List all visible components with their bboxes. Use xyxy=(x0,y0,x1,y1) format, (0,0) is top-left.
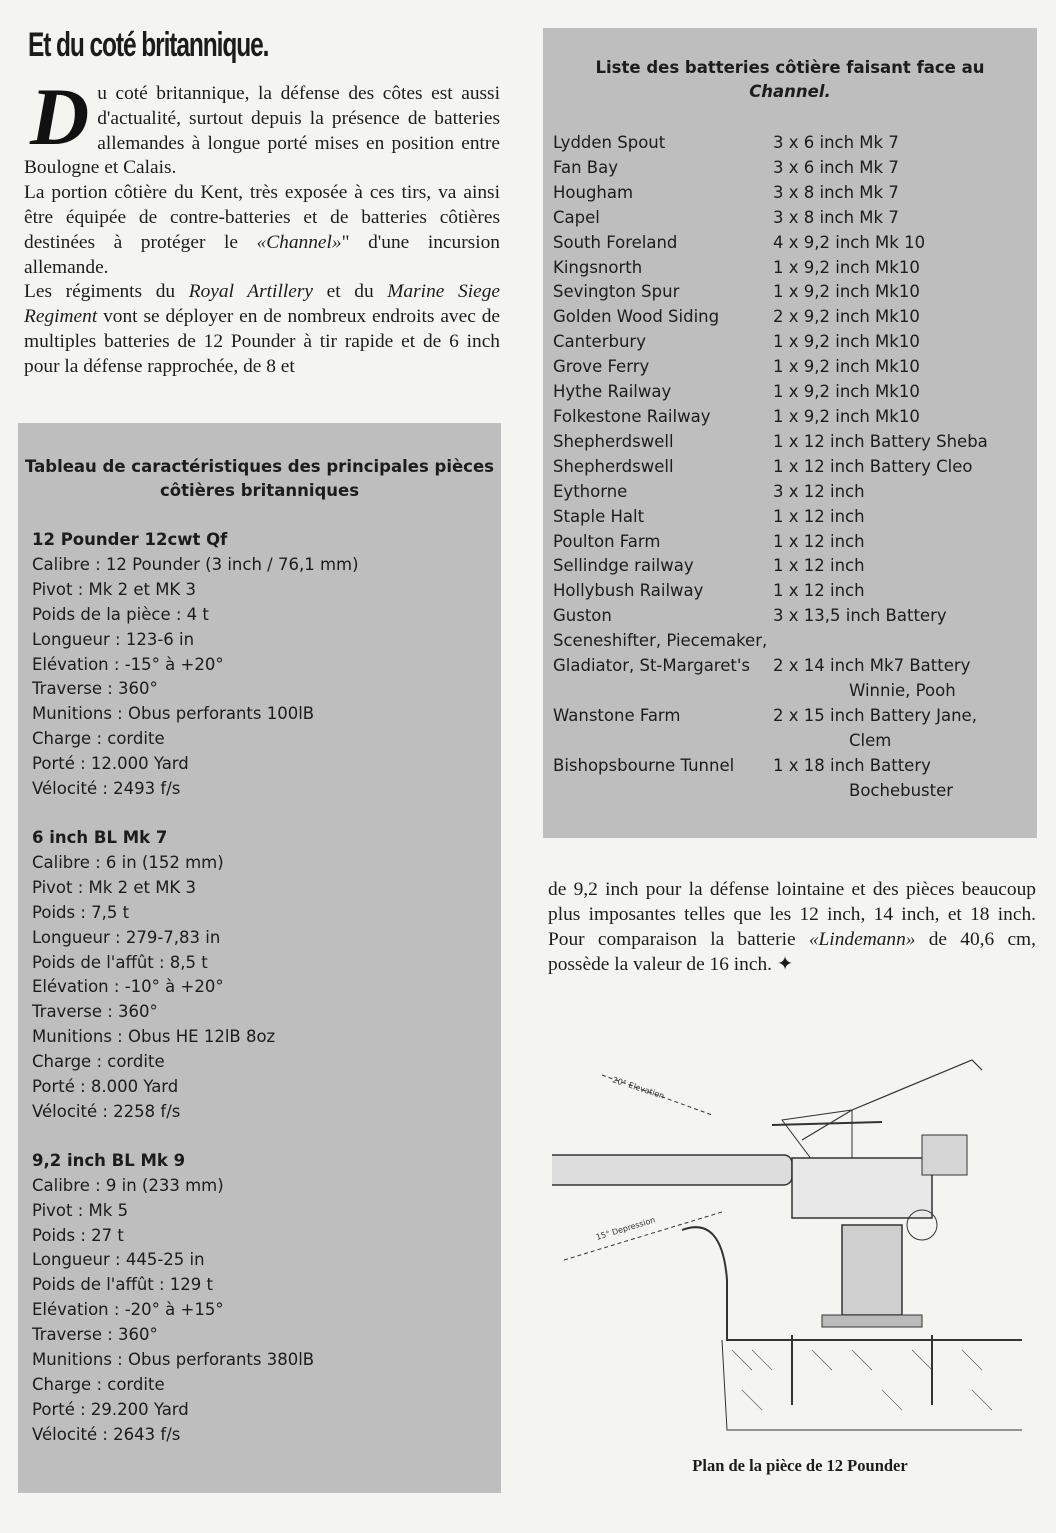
battery-location: Fan Bay xyxy=(553,157,618,177)
specs-box xyxy=(18,423,501,1493)
gun-spec-line: Traverse : 360° xyxy=(32,1002,158,1022)
battery-armament: 1 x 12 inch xyxy=(773,531,865,551)
gun-spec-line: Porté : 8.000 Yard xyxy=(32,1077,179,1097)
battery-location: Sevington Spur xyxy=(553,282,680,302)
pedestal-base xyxy=(822,1315,922,1327)
battery-armament: 3 x 13,5 inch Battery xyxy=(773,606,947,626)
gun-spec-line: Traverse : 360° xyxy=(32,679,158,699)
battery-armament: 2 x 9,2 inch Mk10 xyxy=(773,307,920,327)
gun-spec-line: Poids : 7,5 t xyxy=(32,902,130,922)
battery-location: Staple Halt xyxy=(553,506,645,526)
gun-spec-line: Elévation : -10° à +20° xyxy=(32,977,224,997)
battery-row xyxy=(553,131,1033,156)
gun-spec-line: Vélocité : 2258 f/s xyxy=(32,1101,181,1121)
battery-row xyxy=(553,530,1033,555)
battery-row xyxy=(553,380,1033,405)
gun-spec-line: Calibre : 12 Pounder (3 inch / 76,1 mm) xyxy=(32,554,359,574)
battery-location: Sceneshifter, Piecemaker, Gladiator, St-Margaret's xyxy=(553,631,768,676)
gun-spec-line: Calibre : 6 in (152 mm) xyxy=(32,852,224,872)
loading-tray-arm xyxy=(802,1060,982,1140)
battery-location: Canterbury xyxy=(553,332,646,352)
battery-row xyxy=(553,206,1033,231)
gun-spec-line: Pivot : Mk 2 et MK 3 xyxy=(32,877,196,897)
gun-spec-line: Vélocité : 2643 f/s xyxy=(32,1424,181,1444)
battery-armament: 3 x 6 inch Mk 7 xyxy=(773,157,899,177)
battery-armament: 2 x 14 inch Mk7 Battery Winnie, Pooh xyxy=(773,656,971,700)
gun-spec-line: Munitions : Obus HE 12lB 8oz xyxy=(32,1027,276,1047)
battery-armament: 1 x 18 inch Battery Bochebuster xyxy=(773,755,954,800)
battery-location: Shepherdswell xyxy=(553,431,674,451)
battery-row xyxy=(553,156,1033,181)
intro-text xyxy=(24,71,501,380)
battery-location: Bishopsbourne Tunnel xyxy=(553,755,735,775)
battery-row xyxy=(553,256,1033,281)
gun-specs xyxy=(32,528,492,1472)
battery-armament: 1 x 9,2 inch Mk10 xyxy=(773,406,920,426)
gun-spec-line: Poids de l'affût : 8,5 t xyxy=(32,952,208,972)
battery-row xyxy=(553,231,1033,256)
gun-spec-line: Porté : 12.000 Yard xyxy=(32,754,189,774)
drop-cap: D xyxy=(30,71,90,162)
intro-paragraph-1: Du coté britannique, la défense des côtes est aussi d'actualité, surtout depuis la présence de batteries allemandes à longue porté mises en position entre Boulogne et Calais. xyxy=(24,71,500,179)
intro-paragraph-2: La portion côtière du Kent, très exposée à ces tirs, va ainsi être équipée de contre-batteries et de batteries côtières destinées à protéger le «Channel»" d'une incursion allemande. xyxy=(24,182,501,278)
pedestal xyxy=(842,1225,902,1315)
battery-armament: 1 x 12 inch Battery Cleo xyxy=(773,456,973,476)
battery-location: Guston xyxy=(553,606,612,626)
elevation-label: 20° Elevation xyxy=(611,1075,666,1101)
battery-location: Wanstone Farm xyxy=(553,705,681,725)
specs-box-title: Tableau de caractéristiques des principales pièces côtières britanniques xyxy=(25,457,494,500)
battery-armament: 1 x 12 inch xyxy=(773,581,865,601)
battery-armament: 3 x 8 inch Mk 7 xyxy=(773,207,899,227)
diagram-caption: Plan de la pièce de 12 Pounder xyxy=(692,1456,908,1475)
battery-armament: 4 x 9,2 inch Mk 10 xyxy=(773,232,926,252)
battery-row xyxy=(553,455,1033,480)
gun-spec-line: Elévation : -15° à +20° xyxy=(32,654,224,674)
battery-list-box xyxy=(543,28,1037,838)
battery-location: Hollybush Railway xyxy=(553,581,704,601)
gun-spec-block xyxy=(32,826,492,1125)
battery-list-title: Liste des batteries côtière faisant face au Channel. xyxy=(595,58,985,101)
battery-location: Eythorne xyxy=(553,481,628,501)
battery-armament: 1 x 9,2 inch Mk10 xyxy=(773,382,920,402)
gun-spec-line: Munitions : Obus perforants 100lB xyxy=(32,704,315,724)
battery-armament: 1 x 9,2 inch Mk10 xyxy=(773,357,920,377)
battery-armament: 1 x 9,2 inch Mk10 xyxy=(773,282,920,302)
gun-spec-block xyxy=(32,1149,492,1448)
breech-block xyxy=(922,1135,967,1175)
battery-location: Shepherdswell xyxy=(553,456,674,476)
battery-row xyxy=(553,579,1033,604)
battery-armament: 1 x 9,2 inch Mk10 xyxy=(773,257,920,277)
gun-spec-line: Longueur : 279-7,83 in xyxy=(32,927,221,947)
gun-spec-line: Longueur : 445-25 in xyxy=(32,1250,205,1270)
gun-spec-line: Vélocité : 2493 f/s xyxy=(32,779,181,799)
gun-spec-line: Poids de l'affût : 129 t xyxy=(32,1275,214,1295)
battery-armament: 3 x 6 inch Mk 7 xyxy=(773,133,899,152)
battery-armament: 1 x 9,2 inch Mk10 xyxy=(773,332,920,352)
gun-spec-line: Pivot : Mk 5 xyxy=(32,1200,129,1220)
battery-location: Kingsnorth xyxy=(553,257,643,277)
battery-row xyxy=(553,181,1033,206)
battery-table xyxy=(553,131,1033,803)
battery-row xyxy=(553,280,1033,305)
gun-spec-line: Charge : cordite xyxy=(32,1052,165,1072)
article-title: Et du coté britannique. xyxy=(28,26,269,64)
battery-row xyxy=(553,629,1033,704)
battery-location: Folkestone Railway xyxy=(553,406,711,426)
gun-spec-line: Poids : 27 t xyxy=(32,1225,124,1245)
battery-row xyxy=(553,554,1033,579)
battery-row xyxy=(553,305,1033,330)
gun-spec-line: Charge : cordite xyxy=(32,1375,165,1394)
emplacement-floor xyxy=(722,1340,1022,1430)
battery-location: Lydden Spout xyxy=(553,133,666,152)
gun-spec-line: Longueur : 123-6 in xyxy=(32,629,195,649)
gun-spec-line: Pivot : Mk 2 et MK 3 xyxy=(32,579,196,599)
battery-location: Grove Ferry xyxy=(553,357,650,377)
continuation-text: de 9,2 inch pour la défense lointaine et des pièces beaucoup plus imposantes telles que les 12 inch, 14 inch, et 18 inch. Pour comparaison la batterie «Lindemann» de 40,6 cm, possède la valeur de 16 inch. ✦ xyxy=(548,879,1036,975)
battery-row xyxy=(553,430,1033,455)
gun-name: 12 Pounder 12cwt Qf xyxy=(32,530,228,549)
gun-spec-line: Calibre : 9 in (233 mm) xyxy=(32,1175,224,1195)
battery-row xyxy=(553,704,1033,754)
battery-row xyxy=(553,754,1033,804)
battery-row xyxy=(553,480,1033,505)
battery-armament: 3 x 12 inch xyxy=(773,481,865,501)
battery-location: Capel xyxy=(553,207,600,227)
battery-location: Hythe Railway xyxy=(553,382,672,402)
gun-spec-line: Poids de la pièce : 4 t xyxy=(32,604,209,624)
intro-paragraph-3: Les régiments du Royal Artillery et du Marine Siege Regiment vont se déployer en de nombreux endroits avec de multiples batteries de 12 Pounder à tir rapide et de 6 inch pour la défense rapprochée, de 8 et xyxy=(24,281,500,377)
battery-location: Hougham xyxy=(553,182,634,202)
battery-row xyxy=(553,405,1033,430)
gun-spec-line: Traverse : 360° xyxy=(32,1325,158,1345)
battery-row xyxy=(553,604,1033,629)
battery-location: South Foreland xyxy=(553,232,678,252)
breech-assembly xyxy=(792,1158,932,1218)
shield xyxy=(782,1110,852,1160)
battery-row xyxy=(553,330,1033,355)
battery-armament: 1 x 12 inch Battery Sheba xyxy=(773,431,988,451)
depression-label: 15° Depression xyxy=(594,1215,657,1242)
battery-row xyxy=(553,355,1033,380)
battery-location: Sellindge railway xyxy=(553,556,694,576)
gun-spec-line: Porté : 29.200 Yard xyxy=(32,1399,189,1419)
gun-barrel xyxy=(552,1155,792,1185)
battery-armament: 1 x 12 inch xyxy=(773,506,865,526)
battery-armament: 1 x 12 inch xyxy=(773,556,865,576)
gun-spec-line: Charge : cordite xyxy=(32,729,165,749)
battery-armament: 3 x 8 inch Mk 7 xyxy=(773,182,899,202)
battery-location: Poulton Farm xyxy=(553,531,661,551)
battery-armament: 2 x 15 inch Battery Jane, Clem xyxy=(773,705,977,750)
gun-diagram-illustration xyxy=(552,1050,1030,1450)
gun-spec-line: Elévation : -20° à +15° xyxy=(32,1300,224,1320)
gun-name: 9,2 inch BL Mk 9 xyxy=(32,1150,186,1170)
gun-spec-block xyxy=(32,528,492,802)
gun-name: 6 inch BL Mk 7 xyxy=(32,827,168,847)
battery-location: Golden Wood Siding xyxy=(553,307,720,327)
battery-row xyxy=(553,505,1033,530)
gun-spec-line: Munitions : Obus perforants 380lB xyxy=(32,1350,315,1370)
ground-hatching xyxy=(732,1350,992,1410)
